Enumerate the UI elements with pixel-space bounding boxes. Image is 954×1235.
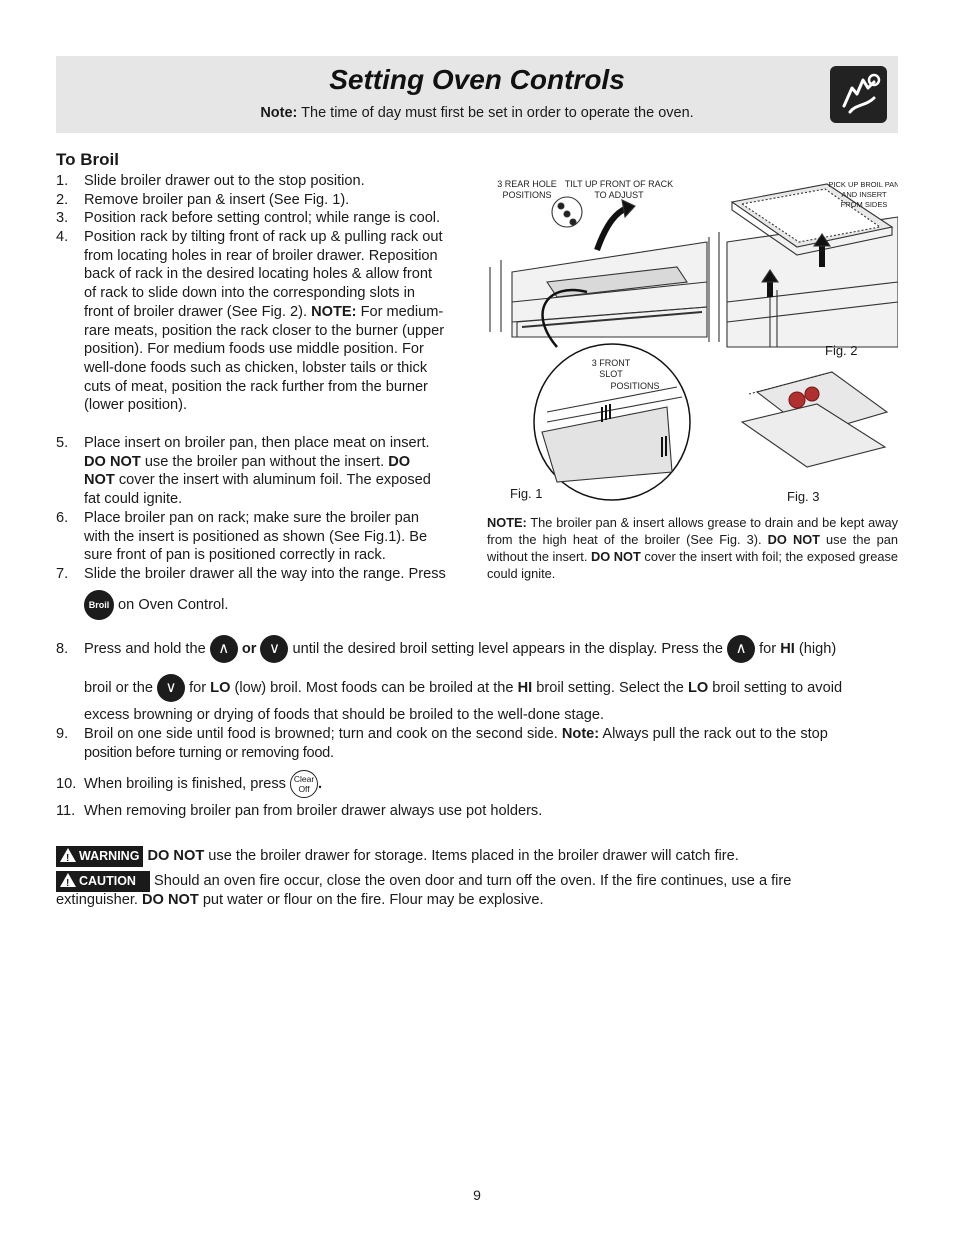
step-10-line: When broiling is finished, press Clear Off . [84,769,322,799]
warning-badge: ! WARNING [56,846,143,867]
svg-text:POSITIONS: POSITIONS [502,190,552,200]
svg-text:SLOT: SLOT [599,369,623,379]
up-arrow-icon: ∧ [727,635,755,663]
clear-off-button-icon: Clear Off [290,770,318,798]
fig-3-label: Fig. 3 [787,489,820,504]
header-note-label: Note: [260,105,298,121]
warning-triangle-icon: ! [60,848,76,862]
down-arrow-icon: ∨ [260,635,288,663]
page-number: 9 [473,1187,481,1203]
side-note: NOTE: The broiler pan & insert allows grease to drain and be kept away from the high heat of the broiler (See Fig. 3). DO NOT use the pan without the insert. DO NOT cover the insert with foil; the exposed grease could ignite. [487,515,898,581]
page-title: Setting Oven Controls [329,64,625,95]
section-title: To Broil [56,150,119,169]
up-arrow-icon: ∧ [210,635,238,663]
broil-button-icon: Broil [84,590,114,620]
header-note-text: The time of day must first be set in order to operate the oven. [297,105,694,121]
broiler-figures [487,172,898,510]
svg-text:PICK UP BROIL PAN: PICK UP BROIL PAN [828,180,898,189]
svg-text:FROM SIDES: FROM SIDES [840,200,888,209]
warning-line: ! WARNING DO NOT use the broiler drawer for storage. Items placed in the broiler drawer will catch fire. [56,846,739,867]
caution-line-2: extinguisher. DO NOT put water or flour on the fire. Flour may be explosive. [56,892,544,908]
svg-text:POSITIONS: POSITIONS [610,381,660,391]
svg-text:3 FRONT: 3 FRONT [591,358,631,368]
hand-touch-icon [830,66,887,123]
page-header [56,56,898,133]
caution-triangle-icon: ! [60,873,76,887]
caution-badge: ! CAUTION [56,871,150,892]
svg-text:AND INSERT: AND INSERT [841,190,887,199]
svg-text:TO ADJUST: TO ADJUST [594,190,644,200]
down-arrow-icon: ∨ [157,674,185,702]
caution-line: ! CAUTION Should an oven fire occur, close the oven door and turn off the oven. If the fire continues, use a fire [56,871,791,892]
svg-text:TILT UP FRONT OF RACK: TILT UP FRONT OF RACK [564,179,674,189]
fig-2-label: Fig. 2 [825,343,858,358]
fig-1-label: Fig. 1 [510,486,543,501]
broil-press-line: Broil on Oven Control. [84,590,228,620]
step-8-line-3: excess browning or drying of foods that should be broiled to the well-done stage. [84,707,605,723]
header-note [56,105,898,121]
svg-text:3 REAR HOLE: 3 REAR HOLE [497,179,557,189]
step-8-line-2: broil or the ∨ for LO (low) broil. Most foods can be broiled at the HI broil setting. Select the LO broil setting to avoid [84,673,842,703]
step-8-line-1: Press and hold the ∧ or ∨ until the desired broil setting level appears in the display. Press the ∧ for HI (high) [84,634,836,664]
broiler-drawer-illustration [487,172,898,510]
